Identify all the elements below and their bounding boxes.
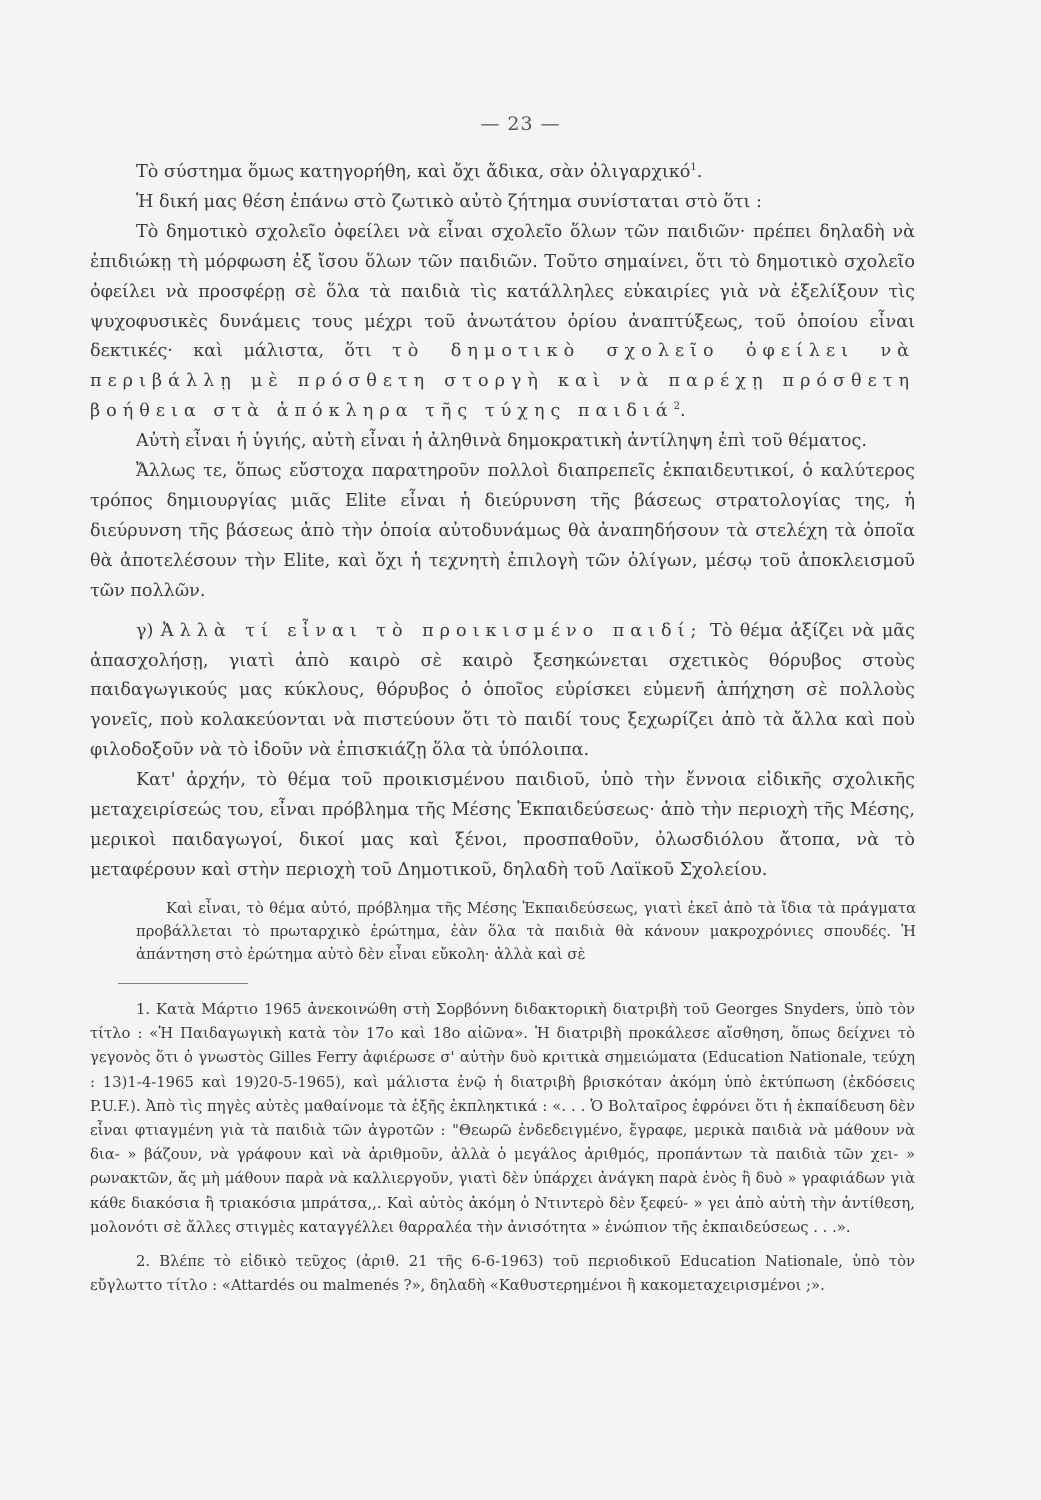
- paragraph-text: Τὸ σύστημα ὅμως κατηγορήθη, καὶ ὄχι ἄδικα, σὰν ὀλιγαρχικό: [136, 162, 691, 182]
- paragraph: Αὐτὴ εἶναι ἡ ὑγιής, αὐτὴ εἶναι ἡ ἀληθινὰ δημοκρατικὴ ἀντίληψη ἐπὶ τοῦ θέματος.: [136, 431, 867, 452]
- paragraph-text: Τὸ θέμα ἀξίζει νὰ μᾶς ἀπασχολήσῃ, γιατὶ ἀπὸ καιρὸ σὲ καιρὸ ξεσηκώνεται σχετικὸς θόρυβος στοὺς παιδαγωγικούς μας κύκλους, θόρυβος ὁ ὁποῖος εὑρίσκει εὐμενῆ ἀπήχηση σὲ πολλοὺς γονεῖς, ποὺ κολακεύονται νὰ πιστεύουν ὅτι τὸ παιδί τους ξεχωρίζει ἀπὸ τὰ ἄλλα καὶ ποὺ φιλοδοξοῦν νὰ τὸ ἰδοῦν νὰ ἐπισκιάζῃ ὅλα τὰ ὑπόλοιπα.: [90, 620, 915, 761]
- footnote-1: 1. Κατὰ Μάρτιο 1965 ἀνεκοινώθη στὴ Σορβόννη διδακτορικὴ διατριβὴ τοῦ Georges Snyders, ὑπὸ τὸν τίτλο : «Ἡ Παιδαγωγικὴ κατὰ τὸν 17ο καὶ 18ο αἰῶνα». Ἡ διατριβὴ προκάλεσε αἴσθηση, ὅπως δείχνει τὸ γεγονὸς ὅτι ὁ γνωστὸς Gilles Ferry ἀφιέρωσε σ' αὐτὴν δυὸ κριτικὰ σημειώματα (Education Nationale, τεύχη : 13)1-4-1965 καὶ 19)20-5-1965), καὶ μάλιστα ἐνῷ ἡ διατριβὴ βρισκόταν ἀκόμη ὑπὸ ἐκτύπωση (ἐκδόσεις P.U.F.). Ἀπὸ τὶς πηγὲς αὐτὲς μαθαίνομε τὰ ἑξῆς ἐκπληκτικά : «. . . Ὁ Βολταῖρος ἐφρόνει ὅτι ἡ ἐκπαίδευση δὲν εἶναι φτιαγμένη γιὰ τὰ παιδιὰ τῶν ἀγροτῶν : "Θεωρῶ ἐνδεδειγμένο, ἔγραφε, μερικὰ παιδιὰ νὰ μάθουν νὰ δια- » βάζουν, νὰ γράφουν καὶ νὰ ἀριθμοῦν, ἀλλὰ ὁ μεγάλος ἀριθμός, προπάντων τὰ παιδιὰ τῶν χει- » ρωνακτῶν, ἄς μὴ μάθουν παρὰ νὰ καλλιεργοῦν, γιατὶ δὲν ὑπάρχει ἀνάγκη παρὰ ἑνὸς ἢ δυὸ » γραφιάδων γιὰ κάθε διακόσια ἢ τριακόσια μπράτσα,,. Καὶ αὐτὸς ἀκόμη ὁ Ντιντερὸ δὲν ξεφεύ- » γει ἀπὸ αὐτὴ τὴν ἀντίθεση, μολονότι σὲ ἄλλες στιγμὲς καταγγέλλει θαρραλέα τὴν ἀνισότητα » ἐνώπιον τῆς ἐκπαιδεύσεως . . .».: [90, 1001, 915, 1236]
- page-number: — 23 —: [480, 113, 561, 135]
- paragraph-text: .: [696, 162, 703, 182]
- small-print-section: [136, 897, 916, 966]
- paragraph: Κατ' ἀρχήν, τὸ θέμα τοῦ προικισμένου παιδιοῦ, ὑπὸ τὴν ἔννοια εἰδικῆς σχολικῆς μεταχειρίσεώς του, εἶναι πρόβλημα τῆς Μέσης Ἐκπαιδεύσεως· ἀπὸ τὴν περιοχὴ τῆς Μέσης, μερικοὶ παιδαγωγοί, δικοί μας καὶ ξένοι, προσπαθοῦν, ὀλωσδιόλου ἄτοπα, νὰ τὸ μεταφέρουν καὶ στὴν περιοχὴ τοῦ Δημοτικοῦ, δηλαδὴ τοῦ Λαϊκοῦ Σχολείου.: [90, 770, 915, 880]
- paragraph: [90, 218, 915, 427]
- paragraph: [90, 617, 915, 767]
- paragraph-text: Τὸ δημοτικὸ σχολεῖο ὀφείλει νὰ εἶναι σχολεῖο ὅλων τῶν παιδιῶν· πρέπει δηλαδὴ νὰ ἐπιδιώκῃ τὴ μόρφωση ἐξ ἴσου ὅλων τῶν παιδιῶν. Τοῦτο σημαίνει, ὅτι τὸ δημοτικὸ σχολεῖο ὀφείλει νὰ προσφέρῃ σὲ ὅλα τὰ παιδιὰ τὶς κατάλληλες εὐκαιρίες γιὰ νὰ ἐξελίξουν τὶς ψυχοφυσικὲς δυνάμεις τους μέχρι τοῦ ἀνωτάτου ὁρίου ἀναπτύξεως, τοῦ ὁποίου εἶναι δεκτικές· καὶ μάλιστα, ὅτι: [90, 221, 915, 362]
- paragraph-text: .: [680, 401, 686, 422]
- paragraph: Ἡ δική μας θέση ἐπάνω στὸ ζωτικὸ αὐτὸ ζήτημα συνίσταται στὸ ὅτι :: [136, 191, 762, 212]
- footnotes: [90, 998, 915, 1298]
- item-label: γ): [136, 620, 161, 641]
- footnote-ref: 2: [673, 401, 681, 413]
- paragraph: [90, 158, 915, 188]
- emphasized-text: Ἀλλὰ τί εἶναι τὸ προικισμένο παιδί;: [160, 620, 703, 641]
- paragraph: Ἄλλως τε, ὅπως εὔστοχα παρατηροῦν πολλοὶ διαπρεπεῖς ἐκπαιδευτικοί, ὁ καλύτερος τρόπος δημιουργίας μιᾶς Elite εἶναι ἡ διεύρυνση τῆς βάσεως στρατολογίας της, ἡ διεύρυνση τῆς βάσεως ἀπὸ τὴν ὁποία αὐτοδυνάμως θὰ ἀναπηδήσουν τὰ στελέχη τὰ ὁποῖα θὰ ἀποτελέσουν τὴν Elite, καὶ ὄχι ἡ τεχνητὴ ἐπιλογὴ τῶν ὀλίγων, μέσῳ τοῦ ἀποκλεισμοῦ τῶν πολλῶν.: [90, 461, 915, 601]
- emphasized-text: τὸ δημοτικὸ σχολεῖο ὀφείλει νὰ περιβάλλῃ μὲ πρόσθετη στοργὴ καὶ νὰ παρέχῃ πρόσθετη βοήθεια στὰ ἀπόκληρα τῆς τύχης παιδιά: [90, 341, 916, 422]
- paragraph: Καὶ εἶναι, τὸ θέμα αὐτό, πρόβλημα τῆς Μέσης Ἐκπαιδεύσεως, γιατὶ ἐκεῖ ἀπὸ τὰ ἴδια τὰ πράγματα προβάλλεται τὸ πρωταρχικὸ ἐρώτημα, ἐὰν ὅλα τὰ παιδιὰ θὰ κάνουν μακροχρόνιες σπουδές. Ἡ ἀπάντηση στὸ ἐρώτημα αὐτὸ δὲν εἶναι εὔκολη· ἀλλὰ καὶ σὲ: [136, 900, 916, 963]
- footnote-divider: [118, 983, 248, 984]
- main-text: [90, 158, 915, 886]
- footnote-ref: 1: [690, 162, 697, 174]
- footnote-2: 2. Βλέπε τὸ εἰδικὸ τεῦχος (ἀριθ. 21 τῆς 6-6-1963) τοῦ περιοδικοῦ Education Nationale, ὑπὸ τὸν εὔγλωττο τίτλο : «Attardés ou malmenés ?», δηλαδὴ «Καθυστερημένοι ἢ κακομεταχειρισμένοι ;».: [90, 1253, 915, 1295]
